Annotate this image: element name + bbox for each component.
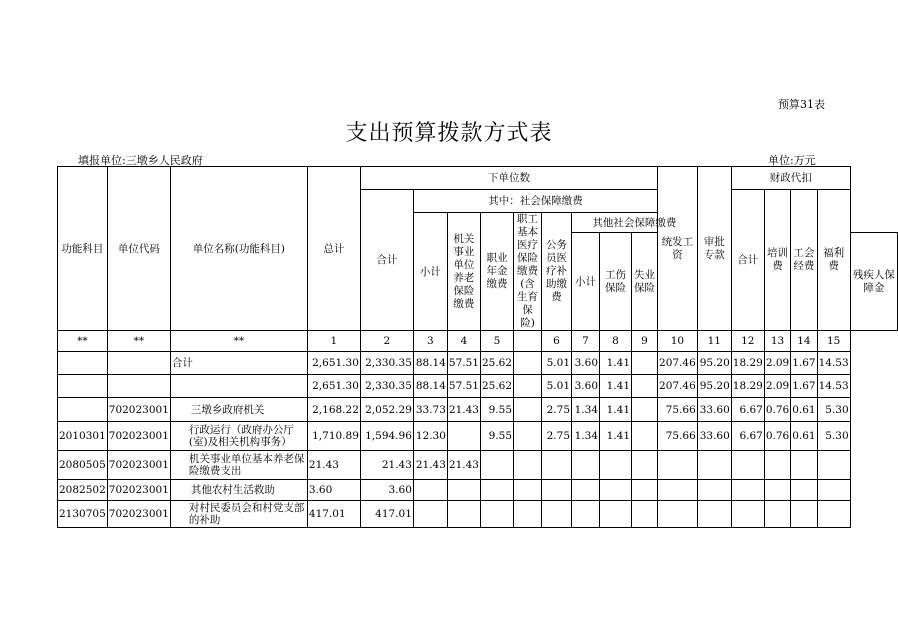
- index-cell: 15: [817, 331, 850, 352]
- value-cell: 33.60: [697, 398, 731, 422]
- value-cell: 25.62: [480, 375, 513, 398]
- table-row: [58, 375, 898, 398]
- value-cell: 0.76: [764, 398, 790, 422]
- value-cell: 25.62: [480, 352, 513, 375]
- value-cell: 21.43: [360, 451, 413, 480]
- total-cell: 2,651.30: [307, 352, 360, 375]
- value-cell: [658, 480, 698, 501]
- header-unit-name: 单位名称(功能科目): [170, 167, 307, 331]
- index-cell: 4: [447, 331, 480, 352]
- value-cell: [632, 480, 658, 501]
- value-cell: 6.67: [731, 422, 764, 451]
- value-cell: [572, 501, 600, 528]
- value-cell: [731, 480, 764, 501]
- value-cell: [514, 398, 542, 422]
- value-cell: [447, 501, 480, 528]
- value-cell: [632, 422, 658, 451]
- value-cell: [413, 480, 447, 501]
- unit-code-cell: 702023001: [107, 422, 170, 451]
- unit-code-cell: 702023001: [107, 501, 170, 528]
- value-cell: [514, 501, 542, 528]
- total-cell: 3.60: [307, 480, 360, 501]
- value-cell: 2.75: [542, 422, 572, 451]
- header-total: 总计: [307, 167, 360, 331]
- value-cell: 5.30: [817, 422, 850, 451]
- value-cell: [572, 451, 600, 480]
- value-cell: 3.60: [572, 352, 600, 375]
- value-cell: 3.60: [572, 375, 600, 398]
- index-cell: 2: [360, 331, 413, 352]
- value-cell: [514, 480, 542, 501]
- index-cell: 9: [632, 331, 658, 352]
- index-cell: **: [107, 331, 170, 352]
- value-cell: [764, 501, 790, 528]
- value-cell: [817, 451, 850, 480]
- header-fiscal: 财政代扣: [731, 167, 850, 190]
- index-cell: 1: [307, 331, 360, 352]
- value-cell: [817, 480, 850, 501]
- value-cell: [514, 375, 542, 398]
- value-cell: 18.29: [731, 352, 764, 375]
- value-cell: 1.41: [600, 422, 632, 451]
- unit-name-cell: 机关事业单位基本养老保险缴费支出: [170, 451, 307, 480]
- value-cell: 1.34: [572, 398, 600, 422]
- value-cell: 9.55: [480, 422, 513, 451]
- value-cell: 2.75: [542, 398, 572, 422]
- unit-name-cell: 其他农村生活救助: [170, 480, 307, 501]
- header-social-security: 其中：社会保障缴费: [413, 190, 657, 213]
- unit-code-cell: [107, 375, 170, 398]
- header-lower-unit: 下单位数: [360, 167, 657, 190]
- table-row: [58, 501, 898, 528]
- index-cell: 13: [764, 331, 790, 352]
- value-cell: 33.60: [697, 422, 731, 451]
- money-unit: 单位:万元: [768, 154, 816, 167]
- unit-name-cell: 行政运行（政府办公厅(室)及相关机构事务）: [170, 422, 307, 451]
- value-cell: [480, 451, 513, 480]
- unit-name-cell: 三墩乡政府机关: [170, 398, 307, 422]
- unit-name-cell: 合计: [170, 352, 307, 375]
- value-cell: 1.41: [600, 375, 632, 398]
- value-cell: 5.01: [542, 375, 572, 398]
- index-cell: 3: [413, 331, 447, 352]
- value-cell: 1.41: [600, 352, 632, 375]
- value-cell: [542, 451, 572, 480]
- value-cell: [658, 501, 698, 528]
- value-cell: [480, 480, 513, 501]
- value-cell: [764, 451, 790, 480]
- header-other-social: 其他社会保障缴费: [572, 213, 698, 233]
- value-cell: 5.01: [542, 352, 572, 375]
- header-unemployment: 失业保险: [632, 233, 658, 331]
- value-cell: 75.66: [658, 422, 698, 451]
- value-cell: [447, 480, 480, 501]
- value-cell: 0.61: [791, 398, 817, 422]
- value-cell: 95.20: [697, 375, 731, 398]
- value-cell: 2,052.29: [360, 398, 413, 422]
- header-union: 工会经费: [791, 190, 817, 331]
- value-cell: 14.53: [817, 375, 850, 398]
- total-cell: 2,168.22: [307, 398, 360, 422]
- page-title: 支出预算拨款方式表: [345, 121, 553, 146]
- value-cell: [542, 501, 572, 528]
- value-cell: 1.34: [572, 422, 600, 451]
- value-cell: 2,330.35: [360, 375, 413, 398]
- value-cell: 1.67: [791, 375, 817, 398]
- index-cell: 8: [600, 331, 632, 352]
- value-cell: 88.14: [413, 375, 447, 398]
- header-unified-pay: 统发工资: [658, 167, 698, 331]
- header-annuity: 职业年金缴费: [480, 213, 513, 331]
- index-cell: 10: [658, 331, 698, 352]
- header-func-code: 功能科目: [58, 167, 108, 331]
- index-cell: 14: [791, 331, 817, 352]
- value-cell: 14.53: [817, 352, 850, 375]
- value-cell: [791, 501, 817, 528]
- header-training: 培训费: [764, 190, 790, 331]
- value-cell: [514, 352, 542, 375]
- header-xiaoji: 小计: [413, 213, 447, 331]
- value-cell: [697, 501, 731, 528]
- func-code-cell: [58, 375, 108, 398]
- value-cell: 88.14: [413, 352, 447, 375]
- index-cell: [514, 331, 542, 352]
- value-cell: 1.67: [791, 352, 817, 375]
- value-cell: 207.46: [658, 375, 698, 398]
- index-cell: 5: [480, 331, 513, 352]
- table-row: [58, 480, 898, 501]
- header-unit-code: 单位代码: [107, 167, 170, 331]
- value-cell: 2,330.35: [360, 352, 413, 375]
- value-cell: 33.73: [413, 398, 447, 422]
- func-code-cell: 2082502: [58, 480, 108, 501]
- value-cell: [764, 480, 790, 501]
- value-cell: 9.55: [480, 398, 513, 422]
- value-cell: 0.76: [764, 422, 790, 451]
- value-cell: 1.41: [600, 398, 632, 422]
- value-cell: 1,594.96: [360, 422, 413, 451]
- value-cell: [697, 451, 731, 480]
- table-row: [58, 422, 898, 451]
- value-cell: [791, 451, 817, 480]
- unit-code-cell: 702023001: [107, 398, 170, 422]
- total-cell: 2,651.30: [307, 375, 360, 398]
- unit-name-cell: [170, 375, 307, 398]
- value-cell: [480, 501, 513, 528]
- value-cell: 57.51: [447, 375, 480, 398]
- value-cell: [514, 451, 542, 480]
- index-row: [58, 331, 898, 352]
- value-cell: [514, 422, 542, 451]
- unit-name-cell: 对村民委员会和村党支部的补助: [170, 501, 307, 528]
- value-cell: 3.60: [360, 480, 413, 501]
- table-row: [58, 398, 898, 422]
- index-cell: **: [58, 331, 108, 352]
- value-cell: [600, 501, 632, 528]
- func-code-cell: 2010301: [58, 422, 108, 451]
- value-cell: [632, 451, 658, 480]
- header-approved: 审批专款: [697, 167, 731, 331]
- func-code-cell: [58, 352, 108, 375]
- value-cell: [632, 375, 658, 398]
- index-cell: 12: [731, 331, 764, 352]
- value-cell: [658, 451, 698, 480]
- func-code-cell: 2130705: [58, 501, 108, 528]
- unit-code-cell: 702023001: [107, 480, 170, 501]
- value-cell: 21.43: [447, 398, 480, 422]
- value-cell: 75.66: [658, 398, 698, 422]
- value-cell: 5.30: [817, 398, 850, 422]
- header-civil-medical: 公务员医疗补助缴费: [542, 213, 572, 331]
- value-cell: [632, 398, 658, 422]
- value-cell: 0.61: [791, 422, 817, 451]
- value-cell: [731, 451, 764, 480]
- header-disabled: 残疾人保障金: [850, 233, 897, 331]
- unit-code-cell: [107, 352, 170, 375]
- index-cell: **: [170, 331, 307, 352]
- index-cell: 7: [572, 331, 600, 352]
- value-cell: [600, 451, 632, 480]
- table-row: [58, 451, 898, 480]
- value-cell: 417.01: [360, 501, 413, 528]
- value-cell: [817, 501, 850, 528]
- header-other-xiaoji: 小计: [572, 233, 600, 331]
- value-cell: [447, 422, 480, 451]
- value-cell: 21.43: [447, 451, 480, 480]
- header-lower-heji: 合计: [360, 190, 413, 331]
- budget-table: [57, 166, 898, 528]
- value-cell: 57.51: [447, 352, 480, 375]
- value-cell: [791, 480, 817, 501]
- index-cell: 6: [542, 331, 572, 352]
- total-cell: 1,710.89: [307, 422, 360, 451]
- header-injury: 工伤保险: [600, 233, 632, 331]
- table-number: 预算31表: [778, 98, 825, 111]
- value-cell: [572, 480, 600, 501]
- value-cell: 6.67: [731, 398, 764, 422]
- value-cell: [632, 352, 658, 375]
- value-cell: 2.09: [764, 375, 790, 398]
- header-welfare: 福利费: [817, 190, 850, 331]
- unit-code-cell: 702023001: [107, 451, 170, 480]
- table-row: [58, 352, 898, 375]
- value-cell: [697, 480, 731, 501]
- func-code-cell: 2080505: [58, 451, 108, 480]
- value-cell: 95.20: [697, 352, 731, 375]
- value-cell: 18.29: [731, 375, 764, 398]
- value-cell: [632, 501, 658, 528]
- total-cell: 21.43: [307, 451, 360, 480]
- header-fiscal-heji: 合计: [731, 190, 764, 331]
- value-cell: 21.43: [413, 451, 447, 480]
- header-medical: 职工基本医疗保险缴费(含生育保险): [514, 213, 542, 331]
- func-code-cell: [58, 398, 108, 422]
- value-cell: [731, 501, 764, 528]
- filling-unit: 填报单位:三墩乡人民政府: [78, 154, 203, 167]
- value-cell: [600, 480, 632, 501]
- total-cell: 417.01: [307, 501, 360, 528]
- value-cell: 2.09: [764, 352, 790, 375]
- value-cell: 12.30: [413, 422, 447, 451]
- index-cell: 11: [697, 331, 731, 352]
- header-pension: 机关事业单位养老保险缴费: [447, 213, 480, 331]
- value-cell: 207.46: [658, 352, 698, 375]
- value-cell: [542, 480, 572, 501]
- value-cell: [413, 501, 447, 528]
